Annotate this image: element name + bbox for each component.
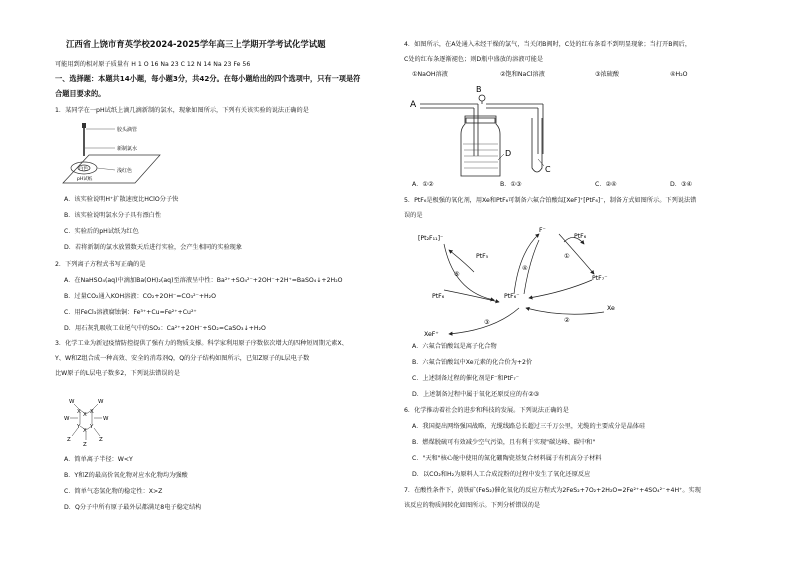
atom-y-1: Y (77, 424, 81, 430)
species-ptf6-center: PtF₆⁻ (504, 293, 520, 300)
atom-w-2: W (98, 399, 104, 405)
chlorine-label: 新制氯水 (117, 146, 138, 152)
atom-w-4: W (103, 416, 109, 422)
q3-option-a: A．简单离子半径：W<Y (64, 456, 133, 463)
q3-option-d: D．Q分子中所有原子最外层都满足8电子稳定结构 (64, 504, 202, 511)
white-label: 白色 (79, 167, 88, 172)
q5-cycle (414, 222, 644, 342)
q1-option-b: B．该实验说明氯水分子具有漂白性 (64, 212, 162, 219)
label-a: A (410, 100, 417, 110)
species-ptf7: PtF₇⁻ (592, 275, 608, 282)
left-column (0, 0, 390, 562)
atom-z-1: Z (67, 437, 71, 443)
q3-line2: Y、W和Z组合成一种高效、安全的消毒剂Q，Q的分子结构如图所示，已知Z原子的L层电子数 (55, 355, 310, 362)
atom-x-1: X (77, 409, 81, 415)
paper-label: pH试纸 (77, 177, 93, 182)
q5-line1: 5．PtF₆是极强的氧化剂，用Xe和PtF₆可制备六氟合铂酸氙[XeF]⁺[PtF₆]⁻，制备方式如图所示。下列说法错 (404, 197, 697, 204)
step-3: ③ (484, 319, 490, 326)
label-d: D (505, 149, 512, 158)
q4-answer-c: C．②④ (595, 181, 617, 188)
atom-x-2: X (90, 409, 94, 415)
atom-w-3: W (64, 416, 70, 422)
dropper-label: 胶头滴管 (117, 127, 138, 133)
q6-option-d: D．以CO₂和H₂为原料人工合成淀粉的过程中发生了氧化还原反应 (412, 471, 591, 478)
q5-option-c: C．上述制备过程的催化剂是F⁻和PtF₇⁻ (412, 375, 520, 382)
q4-choice-3: ③浓硫酸 (595, 71, 620, 78)
atom-z-2: Z (99, 437, 103, 443)
section-heading-line2: 合题目要求的。 (55, 89, 106, 98)
atom-z-3: Z (83, 442, 87, 448)
q6-stem: 6．化学推动着社会的进步和科技的发展。下列说法正确的是 (404, 407, 569, 414)
q4-apparatus (408, 84, 558, 180)
dropper-tube (83, 128, 85, 156)
label-b: B (476, 85, 482, 94)
q4-answer-a: A．①② (412, 181, 434, 188)
q6-option-c: C．"天和"核心舱中使用的氮化硼陶瓷基复合材料属于有机高分子材料 (412, 455, 602, 462)
species-ptf5: PtF₅ (476, 253, 489, 260)
q7-line1: 7．在酸性条件下，黄铁矿(FeS₂)催化氧化的反应方程式为2FeS₂+7O₂+2H₂O=2Fe²⁺+4SO₄²⁻+4H⁺。实现 (404, 487, 701, 494)
atom-y-2: Y (90, 424, 94, 430)
species-xef: XeF⁺ (424, 331, 439, 338)
red-label: 浅红色 (117, 168, 133, 174)
page-title: 江西省上饶市育英学校2024-2025学年高三上学期开学考试化学试题 (66, 39, 326, 49)
step-2: ② (564, 317, 570, 324)
q4-line2: C处的红布条逐渐褪色；则D瓶中盛放的溶液可能是 (404, 56, 544, 63)
atom-w-1: W (69, 399, 75, 405)
q7-line2: 该反应的物质间转化如图所示。下列分析错误的是 (404, 502, 541, 509)
q1-figure (55, 121, 185, 191)
q3-molecule (58, 392, 114, 448)
q1-option-a: A．该实验说明H⁺扩散速度比HClO分子快 (64, 196, 179, 203)
step-4: ④ (522, 265, 528, 272)
q2-option-b: B．过量CO₂通入KOH溶液：CO₂+2OH⁻=CO₃²⁻+H₂O (64, 293, 217, 300)
species-pt2f11: [Pt₂F₁₁]⁻ (418, 235, 444, 242)
step-5: ⑤ (454, 271, 460, 278)
right-column (400, 0, 790, 562)
atomic-masses: 可能用到的相对原子质量有 H 1 O 16 Na 23 C 12 N 14 Na 23 Fe 56 (55, 61, 251, 68)
step-1: ① (564, 253, 570, 260)
label-c: C (545, 165, 551, 174)
section-heading-line1: 一、选择题：本题共14小题，每小题3分，共42分。在每小题给出的四个选项中，只有一项是符 (55, 74, 361, 83)
q3-option-b: B．Y和Z的最高价氧化物对应水化物均为强酸 (64, 472, 188, 479)
q4-answer-b: B．①③ (500, 181, 522, 188)
q3-line3: 比W原子的L层电子数多2，下列说法错误的是 (55, 370, 180, 377)
q2-option-d: D．用石灰乳吸收工业尾气中的SO₂：Ca²⁺+2OH⁻+SO₂=CaSO₃↓+H₂O (64, 325, 266, 332)
q6-option-a: A．我国提出网络强国战略，光缆线路总长超过三千万公里，光缆的主要成分是晶体硅 (412, 423, 646, 430)
species-ptf6-top: PtF₆ (574, 233, 587, 240)
atom-n-top: X (83, 412, 87, 418)
q5-option-d: D．上述制备过程中属于氧化还原反应的有②③ (412, 391, 540, 398)
q1-option-d: D．若将新制的氯水放置数天后进行实验，会产生相同的实验现象 (64, 244, 243, 251)
q2-option-c: C．用FeCl₃溶液腐蚀铜：Fe³⁺+Cu=Fe²⁺+Cu²⁺ (64, 309, 197, 316)
q4-line1: 4．如图所示，在A处通入未经干燥的氯气，当关闭B阀时，C处的红布条看不到明显现象；当打开B阀后， (404, 41, 692, 48)
q4-choice-1: ①NaOH溶液 (412, 71, 448, 78)
q4-choice-2: ②饱和NaCl溶液 (500, 71, 545, 78)
q2-stem: 2．下列离子方程式书写正确的是 (55, 261, 146, 268)
atom-x-3: X (83, 428, 87, 434)
q1-stem: 1．某同学在一pH试纸上滴几滴新制的氯水，现象如图所示，下列有关该实验的说法正确的是 (55, 107, 309, 114)
q3-option-c: C．简单气态氢化物的稳定性：X>Z (64, 488, 163, 495)
species-fminus: F⁻ (539, 227, 546, 234)
dropper-bulb (82, 123, 86, 128)
q5-option-a: A．六氟合铂酸氙是离子化合物 (412, 343, 497, 350)
species-ptf6-left: PtF₆ (432, 293, 445, 300)
q5-line2: 误的是 (404, 212, 423, 219)
q5-option-b: B．六氟合铂酸氙中Xe元素的化合价为+2价 (412, 359, 533, 366)
q1-option-c: C．实验后的pH试纸为红色 (64, 228, 139, 235)
species-xe: Xe (607, 305, 615, 312)
q4-choice-4: ④H₂O (670, 71, 688, 78)
q4-answer-d: D．③④ (670, 181, 693, 188)
q2-option-a: A．在NaHSO₄(aq)中滴加Ba(OH)₂(aq)至溶液呈中性：Ba²⁺+SO₄²⁻+2OH⁻+2H⁺=BaSO₄↓+2H₂O (64, 277, 343, 284)
q6-option-b: B．燃煤脱硫可有效减少空气污染，且有利于实现"碳达峰、碳中和" (412, 439, 596, 446)
q3-line1: 3．化学工业为新冠疫情防控提供了强有力的物质支撑。科学家利用原子序数依次增大的四种短周期元素X、 (55, 340, 348, 347)
